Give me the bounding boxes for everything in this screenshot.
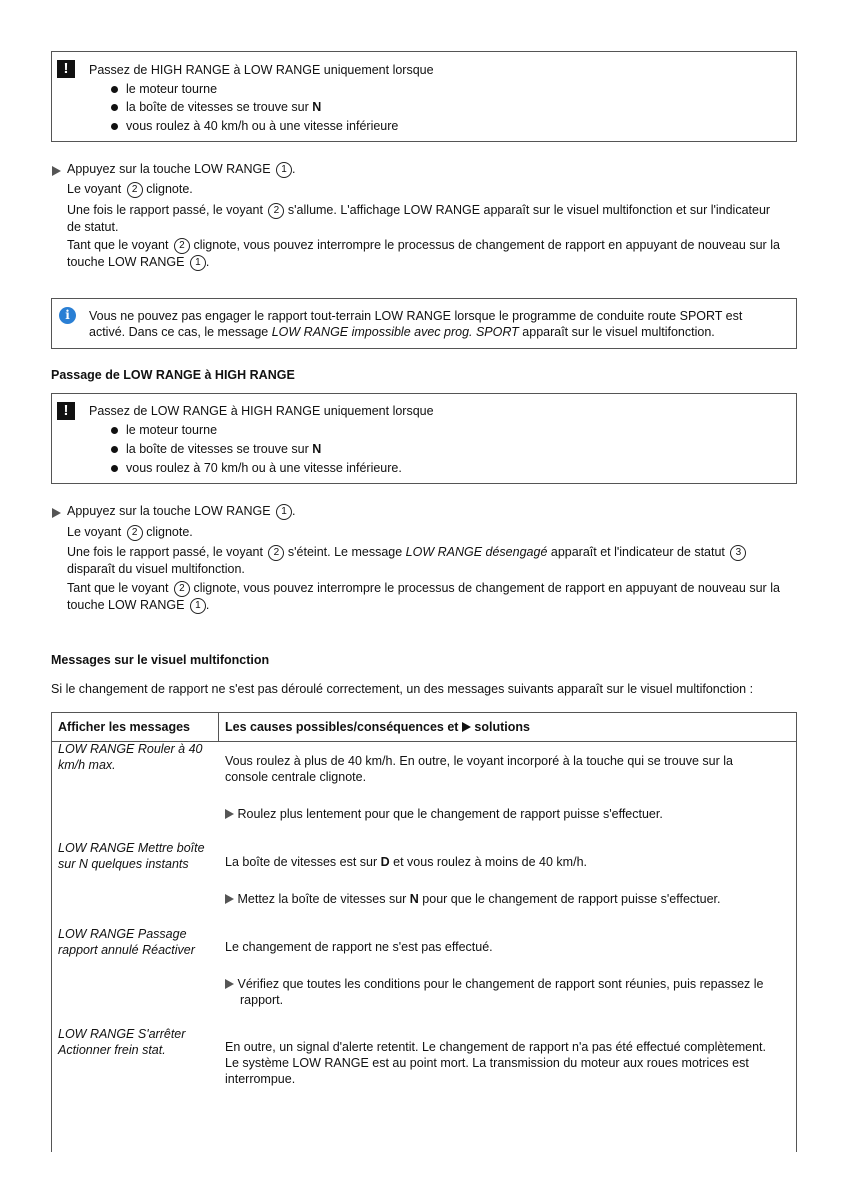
warning-intro: Passez de HIGH RANGE à LOW RANGE uniquement lorsque — [89, 63, 434, 77]
warning-box-high-to-low — [51, 51, 797, 142]
table-header-messages: Afficher les messages — [58, 720, 191, 734]
table-row-solution: Mettez la boîte de vitesses sur N pour que le changement de rapport puisse s'effectuer. — [225, 891, 785, 907]
table-row-cause: Le changement de rapport ne s'est pas effectué. — [225, 940, 493, 954]
step-indicator-blinks: Le voyant 2 clignote. — [67, 182, 193, 196]
callout-2-icon: 2 — [174, 238, 190, 254]
table-row-message: LOW RANGE Mettre boîte sur N quelques instants — [58, 841, 205, 871]
step-interrupt: Tant que le voyant 2 clignote, vous pouvez interrompre le processus de changement de rapport en appuyant de nouveau sur la touche LOW RANGE 1 . — [67, 581, 780, 612]
table-row-message: LOW RANGE S'arrêter Actionner frein stat. — [58, 1027, 186, 1057]
step-gear-disengaged: Une fois le rapport passé, le voyant 2 s'éteint. Le message LOW RANGE désengagé apparaît et l'indicateur de statut 3 disparaît du visuel multifonction. — [67, 544, 797, 577]
table-header-causes: Les causes possibles/conséquences et solutions — [225, 720, 530, 734]
warning-box-low-to-high — [51, 393, 797, 484]
step-arrow-icon — [225, 894, 234, 904]
callout-2-icon: 2 — [174, 581, 190, 597]
arrow-icon — [462, 722, 471, 732]
warning-icon: ! — [57, 402, 75, 420]
table-row-message: LOW RANGE Passage rapport annulé Réactiver — [58, 927, 195, 957]
step-arrow-icon — [225, 809, 234, 819]
table-row-solution: Vérifiez que toutes les conditions pour le changement de rapport sont réunies, puis repassez le rapport. — [225, 976, 785, 1008]
messages-table — [51, 712, 797, 1152]
step-press-low-range: Appuyez sur la touche LOW RANGE 1 . — [67, 162, 296, 176]
info-line-1: Vous ne pouvez pas engager le rapport tout-terrain LOW RANGE lorsque le programme de conduite route SPORT est — [89, 309, 743, 323]
step-arrow-icon — [225, 979, 234, 989]
callout-1-icon: 1 — [190, 255, 206, 271]
info-box — [51, 298, 797, 349]
table-row-cause: Vous roulez à plus de 40 km/h. En outre, le voyant incorporé à la touche qui se trouve sur la console centrale clignote. — [225, 754, 733, 784]
table-row-solution: Roulez plus lentement pour que le changement de rapport puisse s'effectuer. — [225, 806, 785, 822]
step-arrow-icon — [52, 164, 61, 180]
table-row-cause: En outre, un signal d'alerte retentit. Le changement de rapport n'a pas été effectué complètement. Le système LOW RANGE est au point mort. La transmission du moteur aux roues motrices est interrompue. — [225, 1040, 766, 1086]
callout-1-icon: 1 — [276, 162, 292, 178]
callout-1-icon: 1 — [190, 598, 206, 614]
callout-2-icon: 2 — [127, 182, 143, 198]
callout-3-icon: 3 — [730, 545, 746, 561]
messages-intro: Si le changement de rapport ne s'est pas déroulé correctement, un des messages suivants apparaît sur le visuel multifonction : — [51, 682, 754, 696]
section-heading-messages: Messages sur le visuel multifonction — [51, 653, 270, 667]
bullet-item: la boîte de vitesses se trouve sur N — [111, 99, 321, 115]
bullet-item: la boîte de vitesses se trouve sur N — [111, 441, 321, 457]
step-interrupt: Tant que le voyant 2 clignote, vous pouvez interrompre le processus de changement de rapport en appuyant de nouveau sur la touche LOW RANGE 1 . — [67, 238, 780, 269]
bullet-item: vous roulez à 70 km/h ou à une vitesse inférieure. — [111, 460, 402, 476]
table-header-row — [52, 713, 796, 742]
warning-intro: Passez de LOW RANGE à HIGH RANGE uniquement lorsque — [89, 404, 434, 418]
step-press-low-range: Appuyez sur la touche LOW RANGE 1 . — [67, 504, 296, 518]
bullet-item: le moteur tourne — [111, 422, 217, 438]
bullet-item: le moteur tourne — [111, 81, 217, 97]
info-line-2: activé. Dans ce cas, le message LOW RANGE impossible avec prog. SPORT apparaît sur le visuel multifonction. — [89, 325, 715, 339]
column-divider — [218, 713, 219, 741]
info-icon: i — [59, 307, 76, 324]
callout-2-icon: 2 — [268, 545, 284, 561]
callout-1-icon: 1 — [276, 504, 292, 520]
step-arrow-icon — [52, 506, 61, 522]
callout-2-icon: 2 — [268, 203, 284, 219]
table-row-message: LOW RANGE Rouler à 40 km/h max. — [58, 742, 203, 772]
bullet-item: vous roulez à 40 km/h ou à une vitesse inférieure — [111, 118, 398, 134]
step-indicator-blinks: Le voyant 2 clignote. — [67, 525, 193, 539]
section-heading-low-to-high: Passage de LOW RANGE à HIGH RANGE — [51, 368, 295, 382]
step-gear-engaged: Une fois le rapport passé, le voyant 2 s'allume. L'affichage LOW RANGE apparaît sur le visuel multifonction et sur l'indicateur de statut. — [67, 203, 771, 234]
table-row-cause: La boîte de vitesses est sur D et vous roulez à moins de 40 km/h. — [225, 855, 587, 869]
warning-icon: ! — [57, 60, 75, 78]
callout-2-icon: 2 — [127, 525, 143, 541]
